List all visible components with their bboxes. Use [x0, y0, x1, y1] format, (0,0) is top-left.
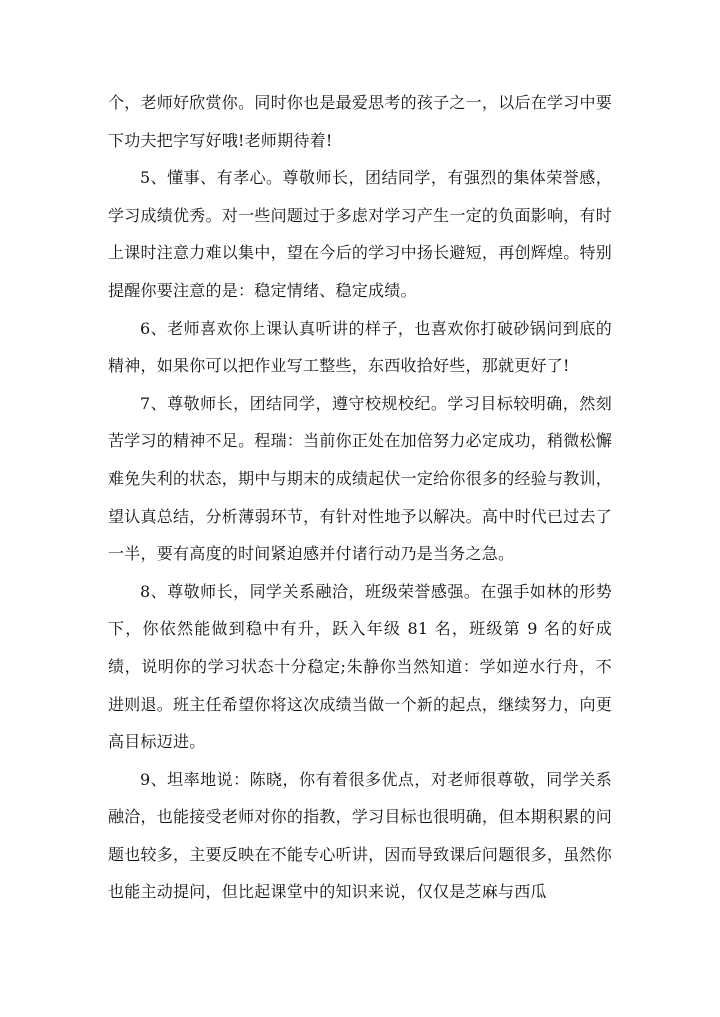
paragraph-continuation: 个，老师好欣赏你。同时你也是最爱思考的孩子之一，以后在学习中要下功夫把字写好哦!老师期待着! [108, 93, 612, 150]
paragraph-item-8: 8、尊敬师长，同学关系融洽，班级荣誉感强。在强手如林的形势下，你依然能做到稳中有升，跃入年级 81 名，班级第 9 名的好成绩，说明你的学习状态十分稳定;朱静你当然知道：学如逆水行舟，不进则退。班主任希望你将这次成绩当做一个新的起点，继续努力，向更高目标迈进。 [108, 581, 612, 752]
document-body [108, 84, 612, 911]
paragraph-item-9: 9、坦率地说：陈晓，你有着很多优点，对老师很尊敬，同学关系融洽，也能接受老师对你的指教，学习目标也很明确，但本期积累的问题也较多，主要反映在不能专心听讲，因而导致课后问题很多，虽然你也能主动提问，但比起课堂中的知识来说，仅仅是芝麻与西瓜 [108, 769, 612, 902]
paragraph-item-6: 6、老师喜欢你上课认真听讲的样子，也喜欢你打破砂锅问到底的精神，如果你可以把作业写工整些，东西收拾好些，那就更好了! [108, 318, 612, 376]
paragraph-item-7: 7、尊敬师长，团结同学，遵守校规校纪。学习目标较明确，然刻苦学习的精神不足。程瑞：当前你正处在加倍努力必定成功，稍微松懈难免失利的状态，期中与期末的成绩起伏一定给你很多的经验与教训，望认真总结，分析薄弱环节，有针对性地予以解决。高中时代已过去了一半，要有高度的时间紧迫感并付诸行动乃是当务之急。 [108, 393, 612, 564]
paragraph-item-5: 5、懂事、有孝心。尊敬师长，团结同学，有强烈的集体荣誉感，学习成绩优秀。对一些问题过于多虑对学习产生一定的负面影响，有时上课时注意力难以集中，望在今后的学习中扬长避短，再创辉煌。特别提醒你要注意的是：稳定情绪、稳定成绩。 [108, 168, 612, 300]
